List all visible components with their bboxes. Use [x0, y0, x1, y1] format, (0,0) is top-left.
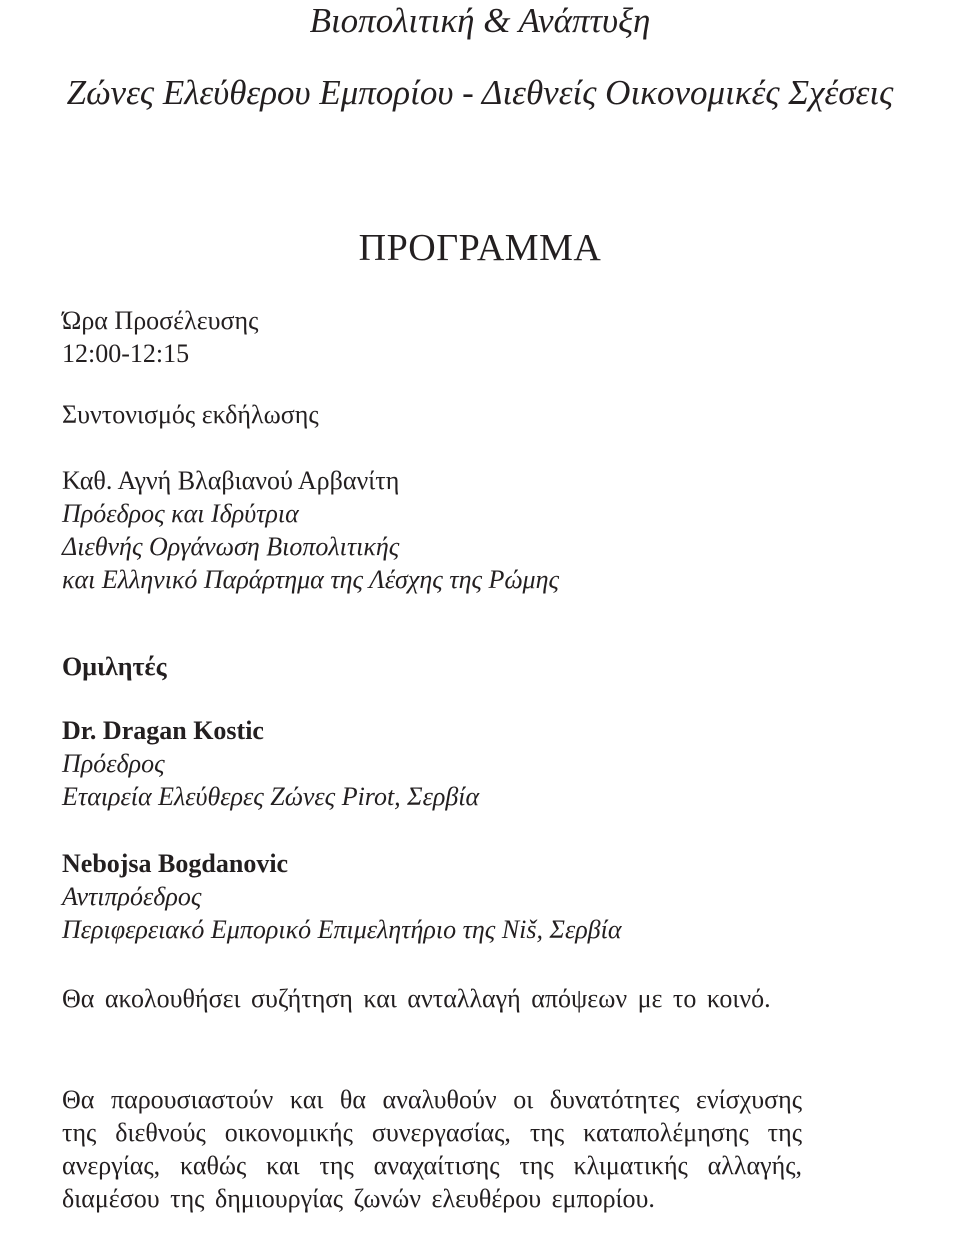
arrival-label: Ώρα Προσέλευσης	[62, 306, 259, 335]
coordinator-org-line-2: και Ελληνικό Παράρτημα της Λέσχης της Ρώμης	[62, 565, 560, 594]
arrival-time: 12:00-12:15	[62, 339, 190, 368]
document-subtitle: Ζώνες Ελεύθερου Εμπορίου - Διεθνείς Οικονομικές Σχέσεις	[66, 73, 894, 112]
coordination-label: Συντονισμός εκδήλωσης	[62, 400, 319, 429]
speaker-role: Πρόεδρος	[62, 749, 165, 778]
discussion-paragraph: Θα ακολουθήσει συζήτηση και ανταλλαγή απόψεων με το κοινό.	[62, 984, 771, 1013]
coordinator-block	[62, 464, 802, 596]
program-heading: ΠΡΟΓΡΑΜΜΑ	[358, 227, 602, 269]
speaker-name: Dr. Dragan Kostic	[62, 716, 264, 745]
speakers-section	[62, 650, 802, 683]
speakers-label: Ομιλητές	[62, 652, 167, 681]
coordinator-org-line-1: Διεθνής Οργάνωση Βιοπολιτικής	[62, 532, 400, 561]
coordination-section	[62, 398, 802, 431]
speaker-org: Περιφερειακό Εμπορικό Επιμελητήριο της Niš, Σερβία	[62, 915, 622, 944]
document-title: Βιοπολιτική & Ανάπτυξη	[309, 1, 651, 40]
speaker-role: Αντιπρόεδρος	[62, 882, 202, 911]
coordinator-role: Πρόεδρος και Ιδρύτρια	[62, 499, 299, 528]
arrival-section	[62, 304, 802, 370]
coordinator-name: Καθ. Αγνή Βλαβιανού Αρβανίτη	[62, 466, 400, 495]
speaker-name: Nebojsa Bogdanovic	[62, 849, 289, 878]
speaker-org: Εταιρεία Ελεύθερες Ζώνες Pirot, Σερβία	[62, 782, 480, 811]
speaker-block	[62, 847, 802, 946]
summary-paragraph: Θα παρουσιαστούν και θα αναλυθούν οι δυνατότητες ενίσχυσης της διεθνούς οικονομικής συνεργασίας, της καταπολέμησης της ανεργίας, καθώς και της αναχαίτισης της κλιματικής αλλαγής, διαμέσου της δημιουργίας ζωνών ελευθέρου εμπορίου.	[62, 1085, 802, 1213]
speaker-block	[62, 714, 802, 813]
